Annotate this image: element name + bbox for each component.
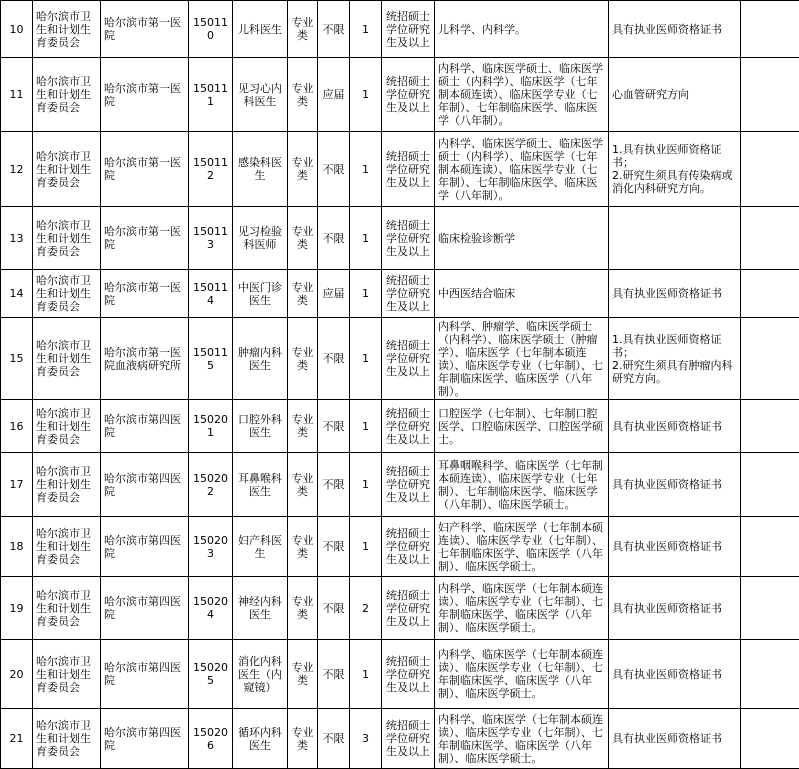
cell-category: 专业类 [288,709,318,769]
cell-unit: 哈尔滨市第四医院 [101,517,189,577]
cell-position-code: 150110 [189,1,233,58]
cell-department: 哈尔滨市卫生和计划生育委员会 [33,132,101,207]
cell-major: 妇产科学、临床医学（七年制本硕连读）、临床医学专业（七年制）、七年制临床医学、临床医学（八年制）、临床医学硕士。 [435,517,609,577]
cell-major: 内科学、临床医学硕士、临床医学硕士（内科学）、临床医学（七年制本硕连读）、临床医学专业（七年制）、七年制临床医学、临床医学（八年制）。 [435,132,609,207]
table-row [1,577,799,640]
cell-department: 哈尔滨市卫生和计划生育委员会 [33,709,101,769]
table-row [1,640,799,709]
cell-other-requirements: 具有执业医师资格证书 [609,400,741,453]
cell-department: 哈尔滨市卫生和计划生育委员会 [33,1,101,58]
cell-count: 1 [350,270,382,318]
cell-unit: 哈尔滨市第四医院 [101,709,189,769]
cell-category: 专业类 [288,58,318,132]
cell-department: 哈尔滨市卫生和计划生育委员会 [33,517,101,577]
cell-count: 1 [350,453,382,517]
cell-position-name: 中医门诊医生 [233,270,288,318]
cell-number: 13 [1,207,33,270]
cell-position-code: 150115 [189,318,233,400]
cell-category: 专业类 [288,1,318,58]
cell-position-name: 口腔外科医生 [233,400,288,453]
cell-education: 统招硕士学位研究生及以上 [382,207,435,270]
cell-number: 21 [1,709,33,769]
cell-remarks [741,318,799,400]
cell-department: 哈尔滨市卫生和计划生育委员会 [33,58,101,132]
cell-source: 不限 [318,640,350,709]
table-row [1,318,799,400]
cell-number: 10 [1,1,33,58]
cell-position-code: 150111 [189,58,233,132]
cell-education: 统招硕士学位研究生及以上 [382,577,435,640]
table-row [1,709,799,769]
cell-unit: 哈尔滨市第一医院 [101,270,189,318]
cell-major: 内科学、临床医学（七年制本硕连读）、临床医学专业（七年制）、七年制临床医学、临床医学（八年制）、临床医学硕士。 [435,709,609,769]
cell-department: 哈尔滨市卫生和计划生育委员会 [33,577,101,640]
cell-source: 不限 [318,517,350,577]
cell-remarks [741,58,799,132]
cell-education: 统招硕士学位研究生及以上 [382,640,435,709]
cell-education: 统招硕士学位研究生及以上 [382,270,435,318]
cell-major: 内科学、临床医学（七年制本硕连读）、临床医学专业（七年制）、七年制临床医学、临床医学（八年制）、临床医学硕士。 [435,577,609,640]
cell-other-requirements: 具有执业医师资格证书 [609,709,741,769]
cell-position-code: 150204 [189,577,233,640]
cell-count: 2 [350,577,382,640]
cell-category: 专业类 [288,318,318,400]
cell-education: 统招硕士学位研究生及以上 [382,517,435,577]
cell-remarks [741,270,799,318]
cell-category: 专业类 [288,132,318,207]
cell-unit: 哈尔滨市第一医院 [101,132,189,207]
cell-count: 1 [350,207,382,270]
cell-major: 内科学、临床医学（七年制本硕连读）、临床医学专业（七年制）、七年制临床医学、临床医学（八年制）、临床医学硕士。 [435,640,609,709]
cell-education: 统招硕士学位研究生及以上 [382,400,435,453]
cell-unit: 哈尔滨市第一医院 [101,58,189,132]
cell-source: 不限 [318,207,350,270]
cell-other-requirements: 1.具有执业医师资格证书； 2.研究生须具有肿瘤内科研究方向。 [609,318,741,400]
cell-position-code: 150114 [189,270,233,318]
cell-count: 1 [350,400,382,453]
cell-other-requirements: 具有执业医师资格证书 [609,517,741,577]
cell-major: 儿科学、内科学。 [435,1,609,58]
cell-unit: 哈尔滨市第一医院血液病研究所 [101,318,189,400]
cell-count: 1 [350,517,382,577]
cell-remarks [741,517,799,577]
cell-other-requirements: 心血管研究方向 [609,58,741,132]
cell-number: 20 [1,640,33,709]
table-row [1,1,799,58]
cell-other-requirements: 1.具有执业医师资格证书； 2.研究生须具有传染病或消化内科研究方向。 [609,132,741,207]
cell-unit: 哈尔滨市第四医院 [101,400,189,453]
cell-major: 临床检验诊断学 [435,207,609,270]
cell-position-name: 妇产科医生 [233,517,288,577]
cell-category: 专业类 [288,400,318,453]
cell-category: 专业类 [288,577,318,640]
cell-major: 耳鼻咽喉科学、临床医学（七年制本硕连读）、临床医学专业（七年制）、七年制临床医学、临床医学（八年制）、临床医学硕士。 [435,453,609,517]
cell-position-name: 感染科医生 [233,132,288,207]
cell-source: 不限 [318,709,350,769]
cell-department: 哈尔滨市卫生和计划生育委员会 [33,453,101,517]
cell-position-name: 见习心内科医生 [233,58,288,132]
cell-position-name: 消化内科医生（内窥镜） [233,640,288,709]
cell-count: 1 [350,58,382,132]
cell-source: 不限 [318,1,350,58]
cell-unit: 哈尔滨市第一医院 [101,1,189,58]
cell-position-code: 150113 [189,207,233,270]
cell-number: 11 [1,58,33,132]
table-row [1,58,799,132]
cell-remarks [741,400,799,453]
cell-unit: 哈尔滨市第四医院 [101,577,189,640]
cell-other-requirements: 具有执业医师资格证书 [609,270,741,318]
table-row [1,132,799,207]
cell-number: 15 [1,318,33,400]
cell-other-requirements: 具有执业医师资格证书 [609,453,741,517]
cell-number: 12 [1,132,33,207]
cell-position-code: 150203 [189,517,233,577]
table-row [1,453,799,517]
cell-number: 14 [1,270,33,318]
cell-source: 应届 [318,270,350,318]
cell-department: 哈尔滨市卫生和计划生育委员会 [33,318,101,400]
cell-number: 19 [1,577,33,640]
cell-count: 1 [350,640,382,709]
cell-remarks [741,132,799,207]
cell-source: 不限 [318,318,350,400]
cell-source: 不限 [318,400,350,453]
cell-category: 专业类 [288,207,318,270]
cell-number: 18 [1,517,33,577]
cell-remarks [741,453,799,517]
cell-position-code: 150202 [189,453,233,517]
cell-source: 应届 [318,58,350,132]
cell-major: 内科学、临床医学硕士、临床医学硕士（内科学）、临床医学（七年制本硕连读）、临床医学专业（七年制）、七年制临床医学、临床医学（八年制）。 [435,58,609,132]
cell-education: 统招硕士学位研究生及以上 [382,132,435,207]
cell-position-code: 150205 [189,640,233,709]
cell-major: 口腔医学（七年制）、七年制口腔医学、口腔临床医学、口腔医学硕士。 [435,400,609,453]
cell-unit: 哈尔滨市第四医院 [101,640,189,709]
cell-position-name: 循环内科医生 [233,709,288,769]
cell-department: 哈尔滨市卫生和计划生育委员会 [33,207,101,270]
cell-count: 1 [350,318,382,400]
cell-department: 哈尔滨市卫生和计划生育委员会 [33,270,101,318]
cell-education: 统招硕士学位研究生及以上 [382,1,435,58]
cell-position-name: 儿科医生 [233,1,288,58]
cell-remarks [741,709,799,769]
cell-category: 专业类 [288,640,318,709]
cell-department: 哈尔滨市卫生和计划生育委员会 [33,400,101,453]
cell-position-name: 神经内科医生 [233,577,288,640]
table-row [1,270,799,318]
cell-other-requirements [609,207,741,270]
cell-position-name: 耳鼻喉科医生 [233,453,288,517]
cell-major: 内科学、肿瘤学、临床医学硕士（内科学）、临床医学硕士（肿瘤学）、临床医学（七年制本硕连读）、临床医学专业（七年制）、七年制临床医学、临床医学（八年制）。 [435,318,609,400]
cell-count: 3 [350,709,382,769]
cell-number: 16 [1,400,33,453]
cell-position-code: 150201 [189,400,233,453]
cell-position-code: 150112 [189,132,233,207]
cell-number: 17 [1,453,33,517]
cell-source: 不限 [318,132,350,207]
cell-remarks [741,1,799,58]
cell-position-name: 见习检验科医师 [233,207,288,270]
cell-category: 专业类 [288,270,318,318]
cell-source: 不限 [318,577,350,640]
table-row [1,400,799,453]
cell-education: 统招硕士学位研究生及以上 [382,453,435,517]
cell-position-code: 150206 [189,709,233,769]
table-row [1,207,799,270]
cell-unit: 哈尔滨市第一医院 [101,207,189,270]
cell-count: 1 [350,132,382,207]
cell-unit: 哈尔滨市第四医院 [101,453,189,517]
cell-category: 专业类 [288,517,318,577]
table-row [1,517,799,577]
cell-education: 统招硕士学位研究生及以上 [382,709,435,769]
cell-education: 统招硕士学位研究生及以上 [382,318,435,400]
cell-department: 哈尔滨市卫生和计划生育委员会 [33,640,101,709]
cell-remarks [741,577,799,640]
cell-remarks [741,207,799,270]
cell-source: 不限 [318,453,350,517]
cell-category: 专业类 [288,453,318,517]
cell-other-requirements: 具有执业医师资格证书 [609,640,741,709]
cell-education: 统招硕士学位研究生及以上 [382,58,435,132]
cell-count: 1 [350,1,382,58]
table-body [1,1,799,769]
cell-position-name: 肿瘤内科医生 [233,318,288,400]
cell-remarks [741,640,799,709]
cell-major: 中西医结合临床 [435,270,609,318]
cell-other-requirements: 具有执业医师资格证书 [609,577,741,640]
cell-other-requirements: 具有执业医师资格证书 [609,1,741,58]
